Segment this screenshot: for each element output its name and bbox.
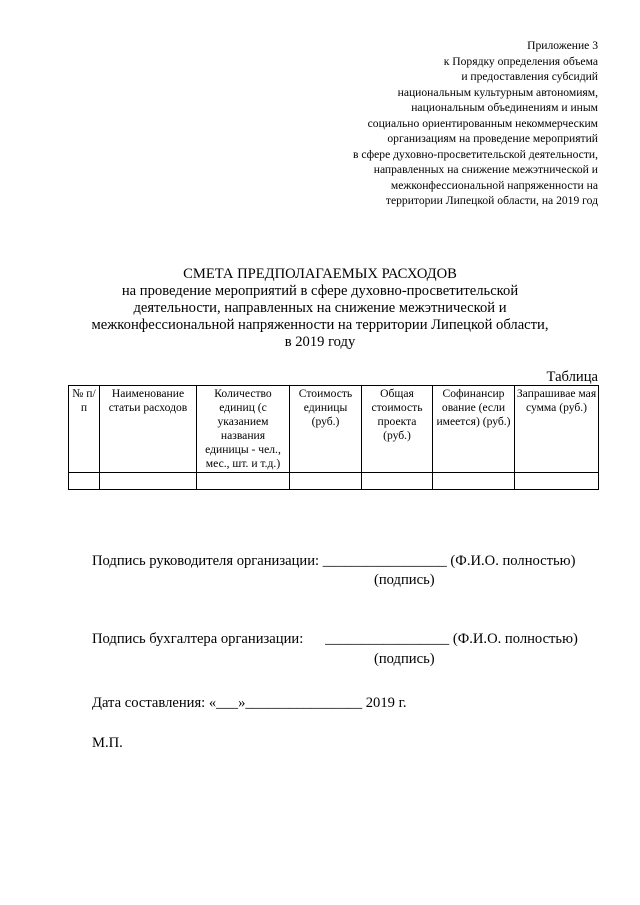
appendix-line: социально ориентированным некоммерческим — [367, 116, 598, 130]
appendix-line: межконфессиональной напряженности на — [390, 178, 598, 192]
table-cell[interactable] — [197, 473, 290, 490]
document-title — [60, 266, 580, 351]
appendix-line: и предоставления субсидий — [461, 70, 598, 83]
header-unit-cost: Стоимость единицы (руб.) — [290, 386, 362, 473]
appendix-line: организациям на проведение мероприятий — [387, 132, 598, 145]
table-cell[interactable] — [100, 473, 197, 490]
head-signature-line: Подпись руководителя организации: _________________ (Ф.И.О. полностью) — [92, 553, 576, 569]
appendix-line: направленных на снижение межэтнической и — [373, 163, 598, 176]
table-header-row — [69, 386, 599, 473]
accountant-signature-line: Подпись бухгалтера организации: _________________ (Ф.И.О. полностью) — [92, 631, 578, 647]
date-line: Дата составления: «___»________________ 2019 г. — [92, 695, 407, 711]
appendix-line: территории Липецкой области, на 2019 год — [385, 194, 598, 207]
header-quantity: Количество единиц (с указанием названия единицы - чел., мес., шт. и т.д.) — [197, 386, 290, 473]
table-cell[interactable] — [362, 473, 433, 490]
title-line: деятельности, направленных на снижение межэтнической и — [133, 300, 507, 316]
appendix-line: национальным культурным автономиям, — [397, 85, 598, 99]
title-line: СМЕТА ПРЕДПОЛАГАЕМЫХ РАСХОДОВ — [183, 266, 457, 282]
title-line: на проведение мероприятий в сфере духовно-просветительской — [121, 283, 519, 299]
title-line: в 2019 году — [284, 334, 356, 350]
appendix-line: Приложение 3 — [527, 39, 598, 52]
table-cell[interactable] — [515, 473, 599, 490]
estimate-table — [68, 385, 599, 490]
header-total-cost: Общая стоимость проекта (руб.) — [362, 386, 433, 473]
appendix-line: к Порядку определения объема — [443, 54, 598, 68]
table-cell[interactable] — [433, 473, 515, 490]
title-line: межконфессиональной напряженности на территории Липецкой области, — [91, 317, 549, 333]
appendix-line: в сфере духовно-просветительской деятельности, — [352, 147, 598, 161]
stamp-place: М.П. — [92, 735, 123, 751]
table-cell[interactable] — [290, 473, 362, 490]
table-caption: Таблица — [546, 369, 598, 385]
head-signature-caption: (подпись) — [374, 572, 435, 588]
header-requested-amount: Запрашивае мая сумма (руб.) — [515, 386, 599, 473]
table-row — [69, 473, 599, 490]
appendix-note — [298, 38, 598, 209]
appendix-line: национальным объединениям и иным — [411, 101, 598, 114]
header-item-name: Наименование статьи расходов — [100, 386, 197, 473]
header-number: № п/п — [69, 386, 100, 473]
table-cell[interactable] — [69, 473, 100, 490]
header-cofinancing: Софинансир ование (если имеется) (руб.) — [433, 386, 515, 473]
accountant-signature-caption: (подпись) — [374, 651, 435, 667]
